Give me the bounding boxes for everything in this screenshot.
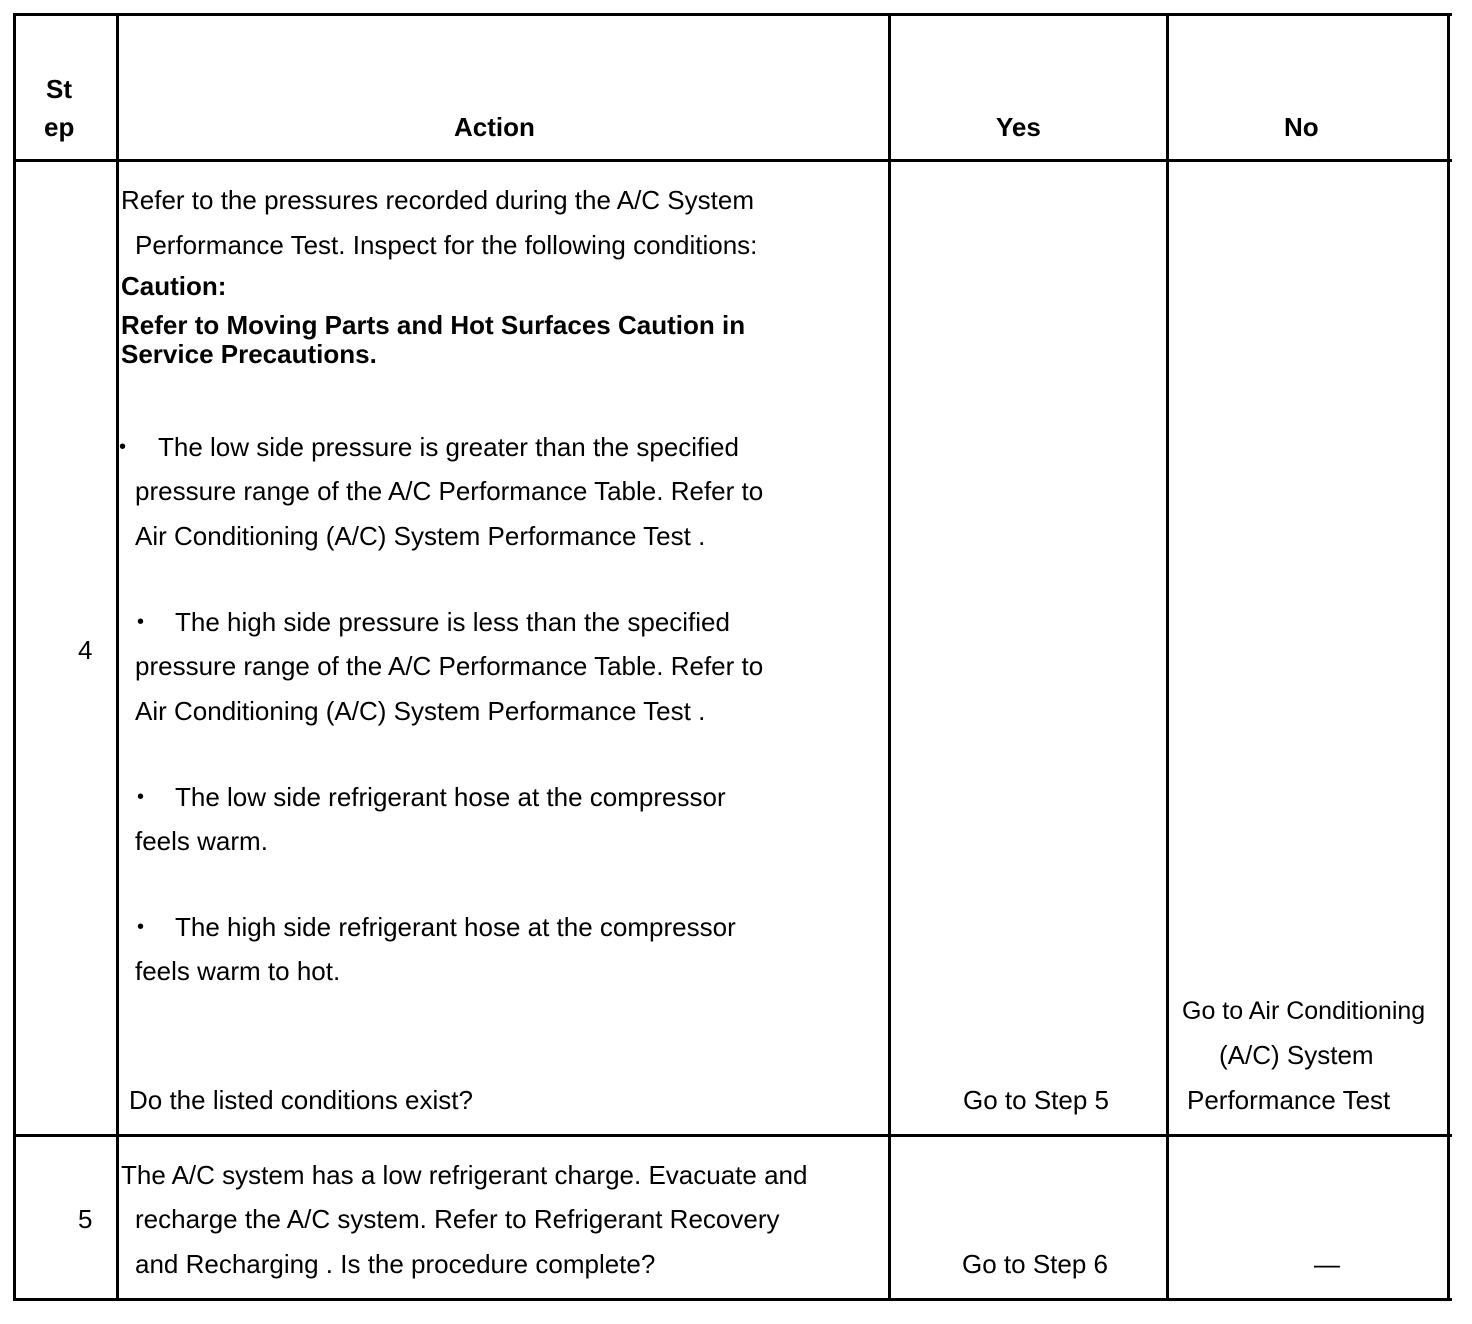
header-step-line2: ep xyxy=(44,112,75,142)
row5-action-line2: recharge the A/C system. Refer to Refrigerant Recovery xyxy=(135,1204,780,1234)
row-separator xyxy=(14,1134,1452,1137)
table-border-bottom xyxy=(14,1298,1452,1301)
table-border-right xyxy=(1447,13,1450,1301)
bullet-2-line2: pressure range of the A/C Performance Table. Refer to xyxy=(135,651,764,681)
row4-yes: Go to Step 5 xyxy=(963,1085,1109,1115)
header-yes: Yes xyxy=(996,112,1041,142)
column-divider-action xyxy=(888,13,891,1301)
bullet-3-line1: The low side refrigerant hose at the compressor xyxy=(175,782,726,812)
bullet-1-line1: The low side pressure is greater than the specified xyxy=(158,432,739,462)
row5-yes: Go to Step 6 xyxy=(962,1249,1108,1279)
table-border-left xyxy=(13,13,16,1301)
row4-intro-line2: Performance Test. Inspect for the following conditions: xyxy=(135,230,758,260)
bullet-4-icon: • xyxy=(137,916,145,938)
row4-no-line1: Go to Air Conditioning xyxy=(1182,997,1426,1025)
caution-line1: Refer to Moving Parts and Hot Surfaces Caution in xyxy=(121,310,746,340)
header-step-line1: St xyxy=(46,74,72,104)
table-border-top xyxy=(14,13,1452,16)
bullet-3-line2: feels warm. xyxy=(135,826,268,856)
row4-no-line2: (A/C) System xyxy=(1219,1040,1374,1070)
bullet-1-line2: pressure range of the A/C Performance Table. Refer to xyxy=(135,476,764,506)
row5-step: 5 xyxy=(78,1204,93,1234)
row5-no: — xyxy=(1314,1249,1340,1279)
bullet-4-line2: feels warm to hot. xyxy=(135,956,341,986)
row5-action-line1: The A/C system has a low refrigerant charge. Evacuate and xyxy=(121,1160,808,1190)
row4-question: Do the listed conditions exist? xyxy=(129,1085,473,1115)
row4-step: 4 xyxy=(78,635,93,665)
header-action: Action xyxy=(454,112,535,142)
bullet-2-icon: • xyxy=(137,611,145,633)
row4-no-line3: Performance Test xyxy=(1187,1085,1391,1115)
row5-action-line3: and Recharging . Is the procedure complete? xyxy=(135,1249,656,1279)
caution-label: Caution: xyxy=(121,271,227,301)
row4-intro-line1: Refer to the pressures recorded during the A/C System xyxy=(121,185,754,215)
bullet-2-line1: The high side pressure is less than the specified xyxy=(175,607,730,637)
bullet-1-icon: • xyxy=(119,436,127,458)
bullet-2-line3: Air Conditioning (A/C) System Performance Test . xyxy=(135,696,706,726)
caution-line2: Service Precautions. xyxy=(121,339,377,369)
bullet-1-line3: Air Conditioning (A/C) System Performance Test . xyxy=(135,521,706,551)
column-divider-yes xyxy=(1166,13,1169,1301)
bullet-4-line1: The high side refrigerant hose at the compressor xyxy=(175,912,736,942)
column-divider-step xyxy=(116,13,119,1301)
bullet-3-icon: • xyxy=(137,786,145,808)
header-separator xyxy=(14,159,1452,162)
header-no: No xyxy=(1284,112,1319,142)
